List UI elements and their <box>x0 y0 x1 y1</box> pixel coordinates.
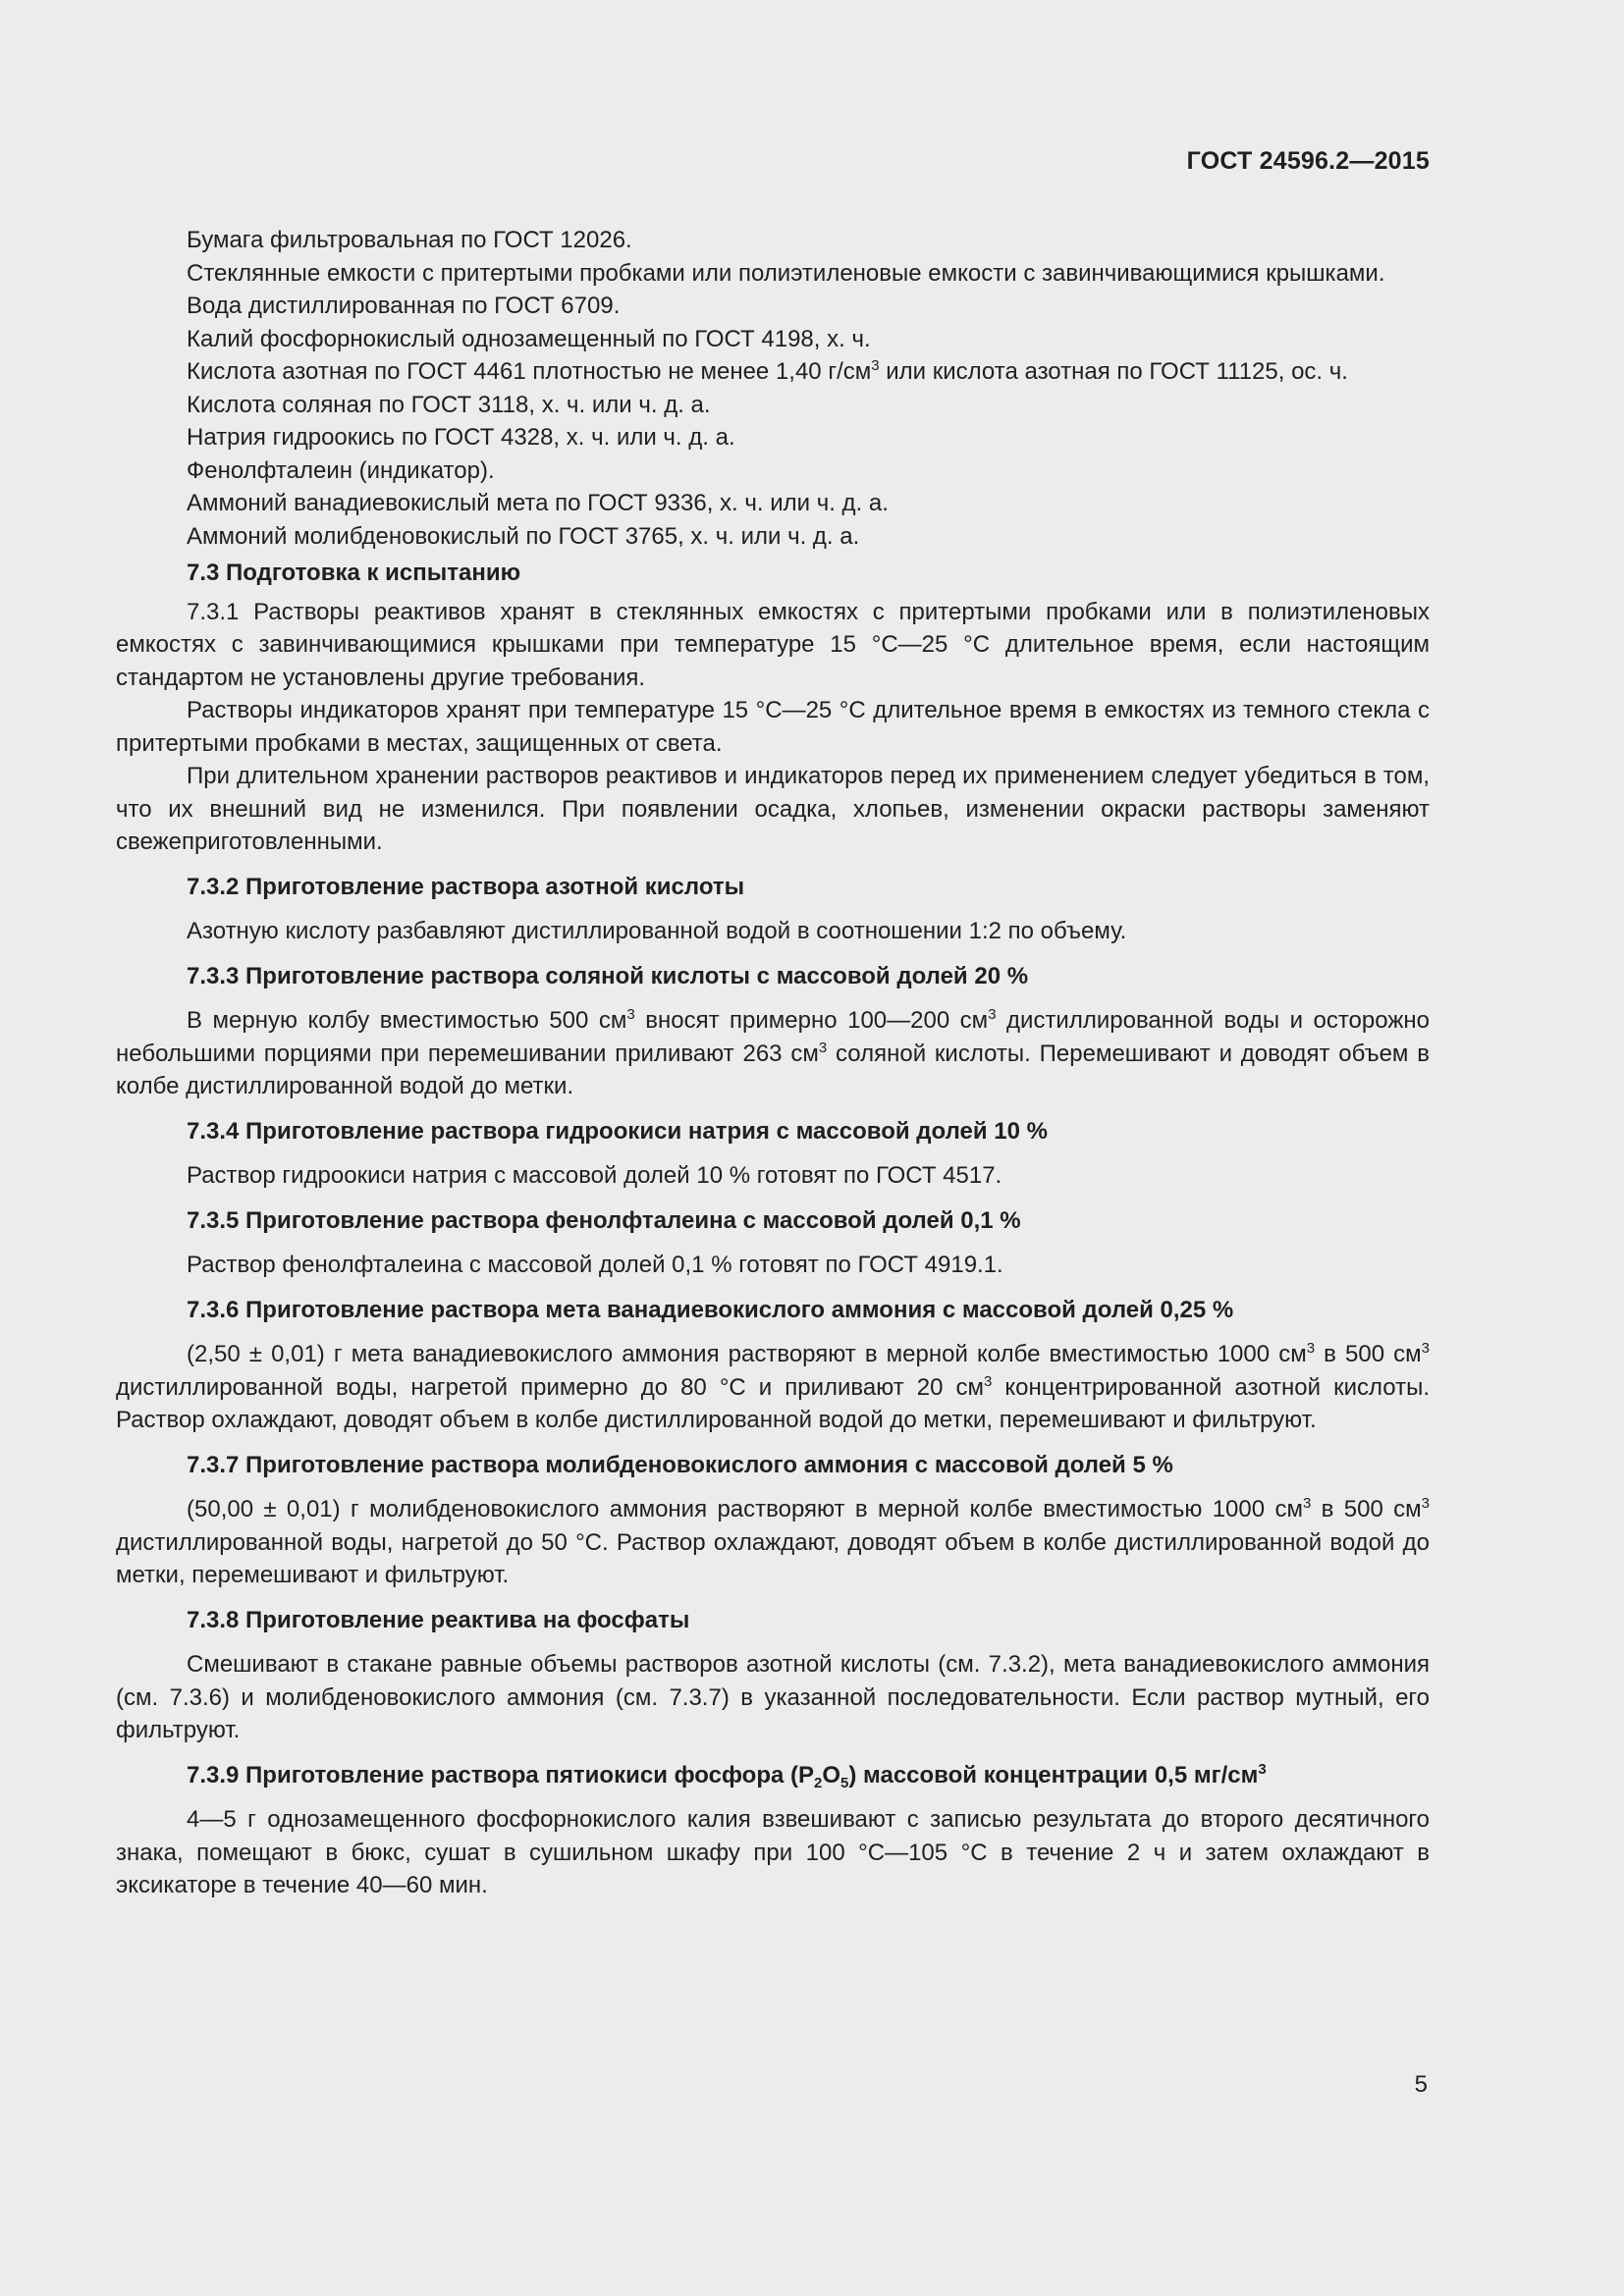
paragraph: Смешивают в стакане равные объемы растворов азотной кислоты (см. 7.3.2), мета ванадиевокислого аммония (см. 7.3.6) и молибденовокислого аммония (см. 7.3.7) в указанной последовательности. Если раствор мутный, его фильтруют. <box>116 1651 1430 1743</box>
section-heading: 7.3.8 Приготовление реактива на фосфаты <box>187 1606 690 1633</box>
section-heading: 7.3.4 Приготовление раствора гидроокиси натрия с массовой долей 10 % <box>187 1117 1048 1145</box>
text-run: соляной кислоты. Перемешивают и доводят объем в колбе дистиллированной водой до метки. <box>116 1040 1430 1099</box>
subscript: 2 <box>814 1774 823 1791</box>
page-content <box>116 224 1430 1902</box>
paragraph: Раствор фенолфталеина с массовой долей 0,1 % готовят по ГОСТ 4919.1. <box>187 1252 1003 1278</box>
superscript: 3 <box>1306 1340 1316 1357</box>
material-line: Натрия гидроокись по ГОСТ 4328, х. ч. или ч. д. а. <box>187 424 735 451</box>
text-run: или кислота азотная по ГОСТ 11125, ос. ч. <box>879 358 1348 385</box>
text-run: ) массовой концентрации 0,5 мг/см <box>848 1761 1259 1789</box>
text-run: дистиллированной воды, нагретой до 50 °С. Раствор охлаждают, доводят объем в колбе дистиллированной водой до метки, перемешивают и фильтруют. <box>116 1528 1430 1588</box>
text-run: вносят примерно 100—200 см <box>634 1007 989 1034</box>
text-run: O <box>822 1761 841 1789</box>
text-run: дистиллированной воды, нагретой примерно до 80 °С и приливают 20 см <box>116 1373 984 1401</box>
superscript: 3 <box>626 1006 635 1023</box>
superscript: 3 <box>871 357 880 374</box>
page-number: 5 <box>1414 2071 1428 2098</box>
superscript: 3 <box>1421 1495 1430 1512</box>
paragraph: 4—5 г однозамещенного фосфорнокислого калия взвешивают с записью результата до второго десятичного знака, помещают в бюкс, сушат в сушильном шкафу при 100 °С—105 °С в течение 2 ч и затем охлаждают в эксикаторе в течение 40—60 мин. <box>116 1806 1430 1898</box>
superscript: 3 <box>1258 1760 1267 1778</box>
section-heading: 7.3.2 Приготовление раствора азотной кислоты <box>187 873 745 900</box>
paragraph: Растворы индикаторов хранят при температуре 15 °С—25 °С длительное время в емкостях из темного стекла с притертыми пробками в местах, защищенных от света. <box>116 697 1430 757</box>
section-heading: 7.3.6 Приготовление раствора мета ванадиевокислого аммония с массовой долей 0,25 % <box>187 1296 1234 1323</box>
text-run: В мерную колбу вместимостью 500 см <box>187 1007 627 1034</box>
section-heading: 7.3.5 Приготовление раствора фенолфталеина с массовой долей 0,1 % <box>187 1206 1021 1234</box>
paragraph: Раствор гидроокиси натрия с массовой долей 10 % готовят по ГОСТ 4517. <box>187 1162 1002 1189</box>
material-line: Бумага фильтровальная по ГОСТ 12026. <box>187 227 632 253</box>
section-heading: 7.3.3 Приготовление раствора соляной кислоты с массовой долей 20 % <box>187 962 1029 989</box>
section-heading: 7.3.7 Приготовление раствора молибденовокислого аммония с массовой долей 5 % <box>187 1451 1173 1478</box>
text-run: 7.3.9 Приготовление раствора пятиокиси фосфора (P <box>187 1761 815 1789</box>
subscript: 5 <box>840 1774 849 1791</box>
paragraph: Азотную кислоту разбавляют дистиллированной водой в соотношении 1:2 по объему. <box>187 918 1127 944</box>
section-heading <box>187 1759 1430 1792</box>
paragraph <box>116 1338 1430 1437</box>
superscript: 3 <box>818 1039 828 1056</box>
material-line: Кислота соляная по ГОСТ 3118, х. ч. или ч. д. а. <box>187 391 711 418</box>
text-run: (2,50 ± 0,01) г мета ванадиевокислого аммония растворяют в мерной колбе вместимостью 1000 см <box>187 1341 1307 1367</box>
document-code: ГОСТ 24596.2—2015 <box>1186 147 1430 175</box>
paragraph <box>116 1493 1430 1592</box>
text-run: концентрированной азотной кислоты. Раствор охлаждают, доводят объем в колбе дистиллированной водой до метки, перемешивают и фильтруют. <box>116 1373 1431 1433</box>
text-run: дистиллированной воды и осторожно небольшими порциями при перемешивании приливают 263 см <box>116 1007 1430 1067</box>
superscript: 3 <box>988 1006 997 1023</box>
material-line: Аммоний ванадиевокислый мета по ГОСТ 9336, х. ч. или ч. д. а. <box>187 490 889 516</box>
material-line <box>116 355 1430 389</box>
superscript: 3 <box>1421 1340 1431 1357</box>
text-run: Кислота азотная по ГОСТ 4461 плотностью не менее 1,40 г/см <box>187 358 872 385</box>
text-run: в 500 см <box>1315 1341 1422 1367</box>
paragraph <box>116 1004 1430 1103</box>
superscript: 3 <box>1302 1495 1312 1512</box>
material-line: Фенолфталеин (индикатор). <box>187 456 495 484</box>
paragraph: 7.3.1 Растворы реактивов хранят в стеклянных емкостях с притертыми пробками или в полиэтиленовых емкостях с завинчивающимися крышками при температуре 15 °С—25 °С длительное время, если настоящим стандартом не установлены другие требования. <box>116 598 1430 691</box>
superscript: 3 <box>984 1372 993 1390</box>
material-line: Вода дистиллированная по ГОСТ 6709. <box>187 293 621 319</box>
material-line: Стеклянные емкости с притертыми пробками или полиэтиленовые емкости с завинчивающимися крышками. <box>187 259 1385 287</box>
material-line: Калий фосфорнокислый однозамещенный по ГОСТ 4198, х. ч. <box>187 325 871 352</box>
material-line: Аммоний молибденовокислый по ГОСТ 3765, х. ч. или ч. д. а. <box>187 522 860 550</box>
text-run: в 500 см <box>1311 1496 1422 1522</box>
text-run: (50,00 ± 0,01) г молибденовокислого аммония растворяют в мерной колбе вместимостью 1000 см <box>187 1496 1303 1522</box>
section-heading: 7.3 Подготовка к испытанию <box>187 560 521 586</box>
paragraph: При длительном хранении растворов реактивов и индикаторов перед их применением следует убедиться в том, что их внешний вид не изменился. При появлении осадка, хлопьев, изменении окраски растворы заменяют свежеприготовленными. <box>116 763 1430 855</box>
